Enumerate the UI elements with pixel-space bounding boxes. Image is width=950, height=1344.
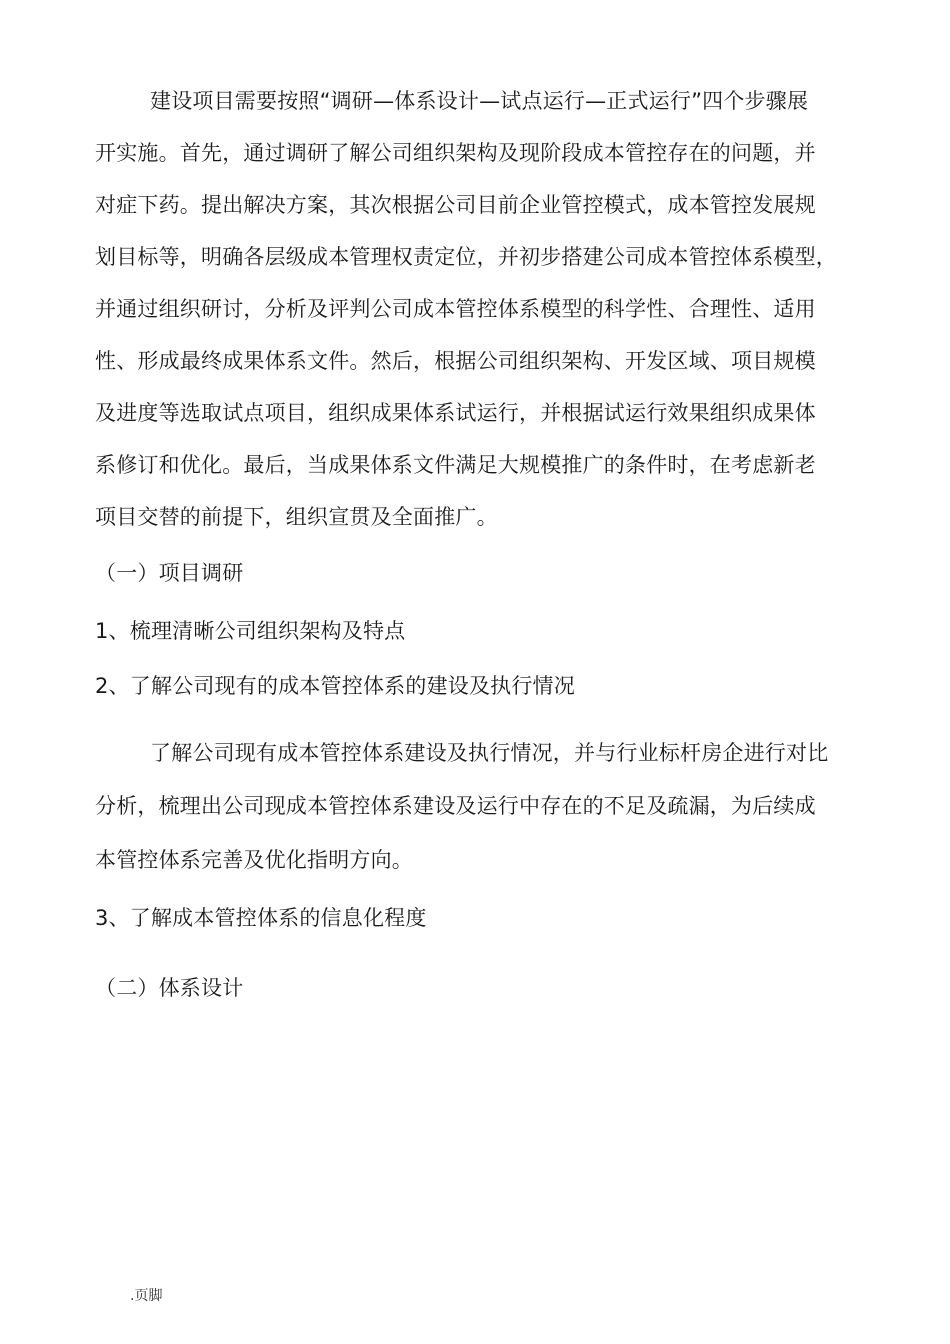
- paragraph-1-line-2: 开实施。首先，通过调研了解公司组织架构及现阶段成本管控存在的问题，并: [95, 141, 816, 165]
- section-1-item-1: 1、梳理清晰公司组织架构及特点: [95, 619, 406, 643]
- section-1-item-2: 2、了解公司现有的成本管控体系的建设及执行情况: [95, 674, 575, 698]
- paragraph-1-line-5: 并通过组织研讨，分析及评判公司成本管控体系模型的科学性、合理性、适用: [95, 297, 816, 321]
- section-1-paragraph-line-3: 本管控体系完善及优化指明方向。: [95, 848, 413, 872]
- paragraph-1-line-1: 建设项目需要按照“调研—体系设计—试点运行—正式运行”四个步骤展: [150, 89, 809, 113]
- section-1-item-3: 3、了解成本管控体系的信息化程度: [95, 906, 427, 930]
- paragraph-1-line-9: 项目交替的前提下，组织宣贯及全面推广。: [95, 505, 498, 529]
- section-1-paragraph-line-1: 了解公司现有成本管控体系建设及执行情况，并与行业标杆房企进行对比: [150, 741, 829, 765]
- paragraph-1-line-7: 及进度等选取试点项目，组织成果体系试运行，并根据试运行效果组织成果体: [95, 401, 816, 425]
- paragraph-1-line-4: 划目标等，明确各层级成本管理权责定位，并初步搭建公司成本管控体系模型，: [95, 245, 837, 269]
- section-2-heading: （二）体系设计: [95, 976, 244, 1000]
- paragraph-1-line-6: 性、形成最终成果体系文件。然后，根据公司组织架构、开发区域、项目规模: [95, 349, 816, 373]
- paragraph-1-line-3: 对症下药。提出解决方案，其次根据公司目前企业管控模式，成本管控发展规: [95, 193, 816, 217]
- section-1-heading: （一）项目调研: [95, 561, 244, 585]
- section-1-paragraph-line-2: 分析，梳理出公司现成本管控体系建设及运行中存在的不足及疏漏，为后续成: [95, 794, 816, 818]
- paragraph-1-line-8: 系修订和优化。最后，当成果体系文件满足大规模推广的条件时，在考虑新老: [95, 453, 816, 477]
- page-footer: .页脚: [130, 1288, 163, 1304]
